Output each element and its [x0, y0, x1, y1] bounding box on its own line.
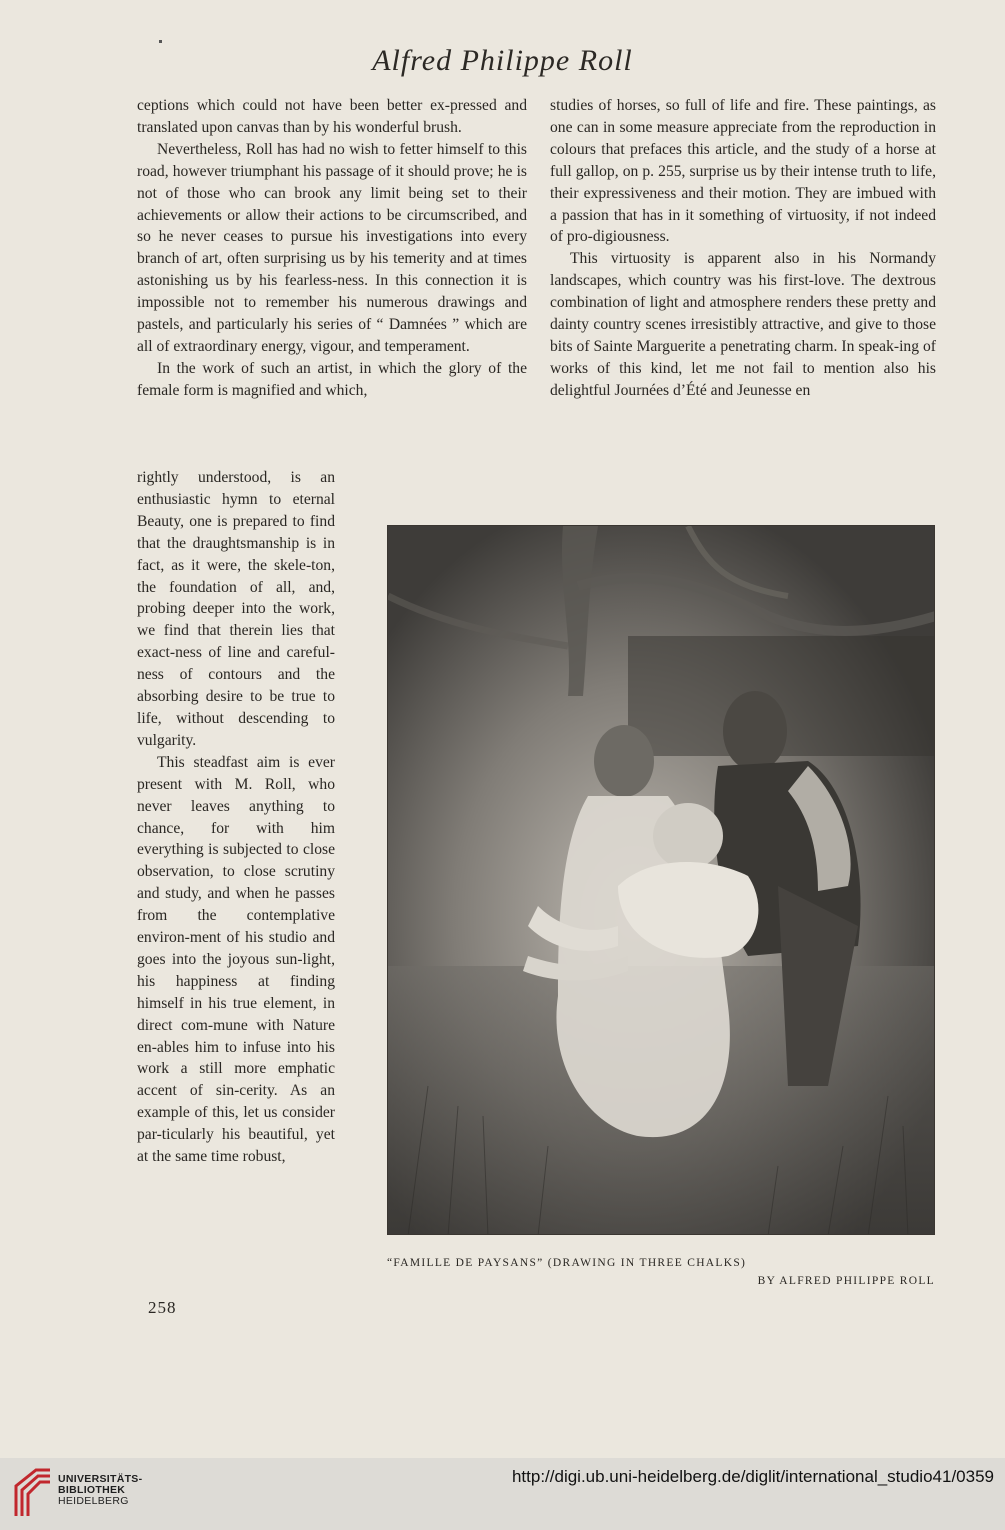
figure-caption-artist: BY ALFRED PHILIPPE ROLL: [757, 1275, 935, 1287]
library-name-line2: BIBLIOTHEK: [58, 1484, 126, 1496]
paragraph: ceptions which could not have been better ex-pressed and translated upon canvas than by his wonderful brush.: [137, 97, 527, 136]
paragraph: This virtuosity is apparent also in his Normandy landscapes, which country was his first-love. The dextrous combination of light and atmosphere renders these pretty and dainty country scenes irresistibly attractive, and give to those bits of Sainte Marguerite a penetrating charm. In speak-ing of works of this kind, let me not fail to mention also his delightful Journées d’Été and Jeunesse en: [550, 250, 936, 399]
print-speck: [159, 40, 162, 43]
paragraph: studies of horses, so full of life and fire. These paintings, as one can in some measure appreciate from the reproduction in colours that prefaces this article, and the study of a horse at full gallop, on p. 255, surprise us by their intense truth to life, their expressiveness and their motion. They are imbued with a passion that has in it something of virtuosity, if not indeed of pro-digiousness.: [550, 97, 936, 246]
library-name-line3: HEIDELBERG: [58, 1495, 129, 1507]
famille-de-paysans-illustration: [387, 525, 935, 1235]
left-column-top: [137, 95, 527, 402]
paragraph: Nevertheless, Roll has had no wish to fetter himself to this road, however triumphant his passage of it should prove; he is not of those who can brook any limit being set to their achievements or allow their actions to be circumscribed, and so he never ceases to pursue his investigations into every branch of art, often surprising us by his temerity and at times astonishing us by his fearless-ness. In this connection it is impossible not to remember his numerous drawings and pastels, and particularly his series of “ Damnées ” which are all of extraordinary energy, vigour, and temperament.: [137, 140, 527, 355]
page-number: 258: [148, 1298, 177, 1317]
right-column: [550, 95, 936, 402]
running-head-title: Alfred Philippe Roll: [372, 44, 633, 77]
library-name: [58, 1474, 142, 1507]
paragraph: This steadfast aim is ever present with M. Roll, who never leaves anything to chance, for with him everything is subjected to close observation, to close scrutiny and study, and when he passes from the contemplative environ-ment of his studio and goes into the joyous sun-light, his happiness at finding himself in his true element, in direct com-mune with Nature en-ables him to infuse into his work a still more emphatic accent of sin-cerity. As an example of this, let us consider par-ticularly his beautiful, yet at the same time robust,: [137, 753, 335, 1166]
paragraph: In the work of such an artist, in which the glory of the female form is magnified and which,: [137, 359, 527, 399]
paragraph: rightly understood, is an enthusiastic hymn to eternal Beauty, one is prepared to find that the draughtsmanship is in fact, as it were, the skele-ton, the foundation of all, and, probing deeper into the work, we find that therein lies that exact-ness of line and careful-ness of contours and the absorbing desire to be true to life, without descending to vulgarity.: [137, 469, 335, 749]
figure-caption-title: “FAMILLE DE PAYSANS” (DRAWING IN THREE CHALKS): [387, 1257, 747, 1269]
library-logo-icon[interactable]: [10, 1466, 52, 1527]
library-name-line1: UNIVERSITÄTS-: [58, 1473, 143, 1485]
left-column-narrow: [137, 467, 335, 1168]
source-url-link[interactable]: http://digi.ub.uni-heidelberg.de/diglit/international_studio41/0359: [511, 1467, 994, 1486]
